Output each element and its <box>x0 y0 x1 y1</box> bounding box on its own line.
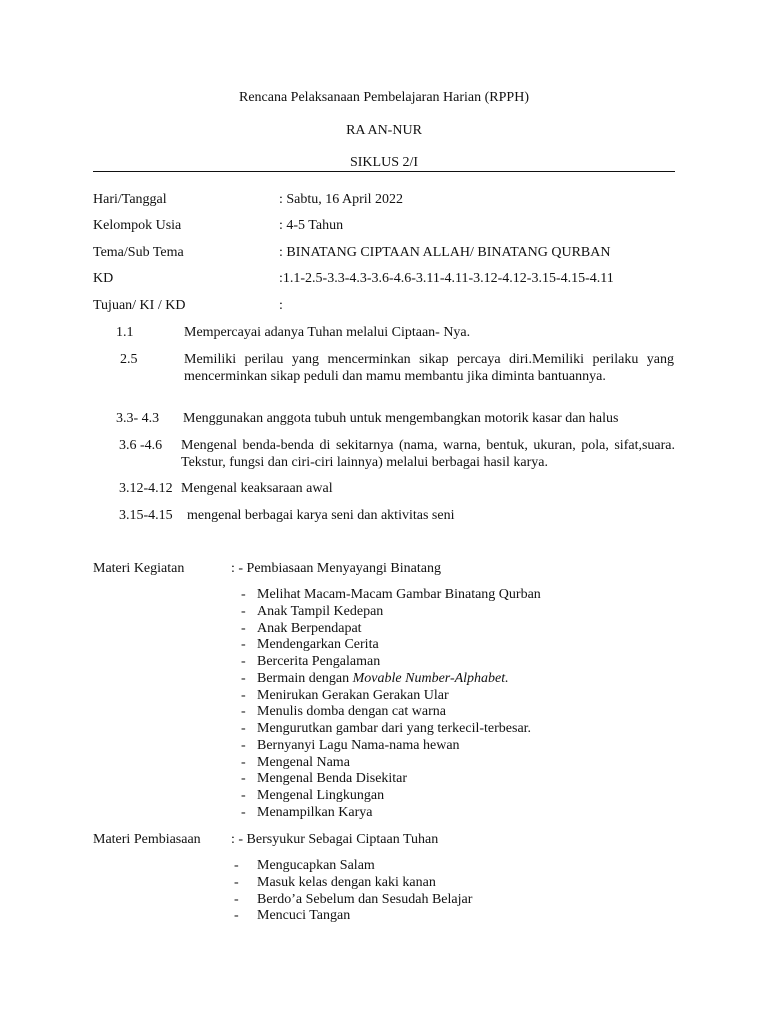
materi-kegiatan-item <box>257 687 449 704</box>
bullet-dash: - <box>241 754 246 770</box>
bullet-dash: - <box>241 737 246 753</box>
info-label-date: Hari/Tanggal <box>93 192 167 207</box>
materi-pembiasaan-item-text: Berdo’a Sebelum dan Sesudah Belajar <box>257 891 473 907</box>
objective-text-3-15: mengenal berbagai karya seni dan aktivitas seni <box>187 508 455 523</box>
objective-text-3-6 <box>181 437 675 471</box>
info-value-kd: :1.1-2.5-3.3-4.3-3.6-4.6-3.11-4.11-3.12-4.12-3.15-4.15-4.11 <box>279 271 614 286</box>
materi-pembiasaan-item <box>257 891 472 908</box>
materi-kegiatan-item-text: Mengurutkan gambar dari yang terkecil-terbesar. <box>257 721 532 736</box>
materi-pembiasaan-item-text: Mengucapkan Salam <box>257 858 375 873</box>
materi-kegiatan-item <box>257 586 541 603</box>
objective-code-1-1: 1.1 <box>116 325 134 340</box>
materi-kegiatan-item <box>257 737 460 754</box>
materi-kegiatan-item <box>257 804 372 821</box>
materi-kegiatan-item-text: Melihat Macam-Macam Gambar Binatang Qurban <box>257 587 541 602</box>
materi-pembiasaan-item <box>257 857 375 874</box>
materi-kegiatan-item <box>257 620 362 637</box>
document-title: Rencana Pelaksanaan Pembelajaran Harian (RPPH) <box>238 90 529 105</box>
materi-kegiatan-item-text: Bernyanyi Lagu Nama-nama hewan <box>257 737 460 753</box>
bullet-dash: - <box>241 771 246 787</box>
objective-text-3-3: Menggunakan anggota tubuh untuk mengembangkan motorik kasar dan halus <box>183 411 619 426</box>
materi-kegiatan-item-text: Mengenal Nama <box>257 754 350 770</box>
materi-pembiasaan-item-text: Masuk kelas dengan kaki kanan <box>257 874 436 890</box>
objective-text-1-1: Mempercayai adanya Tuhan melalui Ciptaan- Nya. <box>184 325 471 340</box>
bullet-dash: - <box>234 908 239 924</box>
objective-code-3-6: 3.6 -4.6 <box>119 438 163 453</box>
materi-kegiatan-item <box>257 603 383 620</box>
materi-kegiatan-item-text: Menulis domba dengan cat warna <box>257 704 446 720</box>
materi-kegiatan-item-text: Mendengarkan Cerita <box>257 637 379 653</box>
materi-kegiatan-item-text: Anak Berpendapat <box>257 620 362 636</box>
bullet-dash: - <box>241 788 246 803</box>
materi-kegiatan-item-text: Bermain dengan <box>257 670 353 686</box>
materi-kegiatan-item-text: Bercerita Pengalaman <box>257 654 381 669</box>
info-value-age-group: : 4-5 Tahun <box>279 218 344 233</box>
materi-pembiasaan-item <box>257 874 436 891</box>
objective-code-3-3: 3.3- 4.3 <box>116 411 160 426</box>
bullet-dash: - <box>234 858 239 873</box>
materi-kegiatan-item-text: Mengenal Benda Disekitar <box>257 771 408 787</box>
bullet-dash: - <box>241 670 246 686</box>
info-label-objectives: Tujuan/ KI / KD <box>93 298 186 313</box>
objective-text-2-5: Memiliki perilau yang mencerminkan sikap percaya diri.Memiliki perilaku yang mencerminkan sikap peduli dan mamu membantu jika diminta bantuannya. <box>184 352 674 384</box>
bullet-dash: - <box>241 620 246 636</box>
materi-pembiasaan-item-text: Mencuci Tangan <box>257 908 351 924</box>
header-divider <box>93 171 675 172</box>
materi-kegiatan-item <box>257 754 350 771</box>
materi-kegiatan-item <box>257 653 380 670</box>
materi-kegiatan-item <box>257 670 509 687</box>
materi-kegiatan-item <box>257 636 379 653</box>
bullet-dash: - <box>234 891 239 907</box>
bullet-dash: - <box>241 603 246 619</box>
materi-kegiatan-label: Materi Kegiatan <box>93 561 185 576</box>
info-value-objectives: : <box>279 298 283 313</box>
objective-code-2-5: 2.5 <box>120 352 138 367</box>
materi-kegiatan-item-text: Anak Tampil Kedepan <box>257 603 384 619</box>
objective-code-3-15: 3.15-4.15 <box>119 508 173 523</box>
objective-code-3-12: 3.12-4.12 <box>119 481 173 496</box>
materi-pembiasaan-item <box>257 907 350 924</box>
materi-kegiatan-item-italic-text: Movable Number-Alphabet. <box>352 670 509 686</box>
materi-kegiatan-item-text: Menampilkan Karya <box>257 804 373 820</box>
info-value-theme: : BINATANG CIPTAAN ALLAH/ BINATANG QURBAN <box>279 245 611 260</box>
info-label-kd: KD <box>93 271 114 286</box>
materi-kegiatan-item <box>257 770 407 787</box>
objective-text-3-6-line: Mengenal benda-benda di sekitarnya (nama, warna, bentuk, ukuran, pola, sifat,suara. Tekstur, fungsi dan ciri-ciri lainnya) melalui berbagai hasil karya. <box>181 438 675 470</box>
materi-kegiatan-value: : - Pembiasaan Menyayangi Binatang <box>231 561 441 576</box>
bullet-dash: - <box>241 704 246 720</box>
materi-kegiatan-item <box>257 703 446 720</box>
materi-pembiasaan-value: : - Bersyukur Sebagai Ciptaan Tuhan <box>231 832 439 847</box>
bullet-dash: - <box>241 654 246 669</box>
materi-kegiatan-item <box>257 787 384 804</box>
school-name: RA AN-NUR <box>346 123 422 138</box>
info-value-date: : Sabtu, 16 April 2022 <box>279 192 404 207</box>
bullet-dash: - <box>234 874 239 890</box>
info-label-theme: Tema/Sub Tema <box>93 245 184 260</box>
cycle-label: SIKLUS 2/I <box>349 155 419 170</box>
bullet-dash: - <box>241 637 246 653</box>
materi-kegiatan-item-text: Menirukan Gerakan Gerakan Ular <box>257 687 449 703</box>
info-label-age-group: Kelompok Usia <box>93 218 182 233</box>
bullet-dash: - <box>241 587 246 602</box>
bullet-dash: - <box>241 721 246 736</box>
materi-pembiasaan-label: Materi Pembiasaan <box>93 832 201 847</box>
objective-text-3-12: Mengenal keaksaraan awal <box>181 481 333 496</box>
materi-kegiatan-item-text: Mengenal Lingkungan <box>257 788 385 803</box>
materi-kegiatan-item <box>257 720 531 737</box>
bullet-dash: - <box>241 804 246 820</box>
bullet-dash: - <box>241 687 246 703</box>
